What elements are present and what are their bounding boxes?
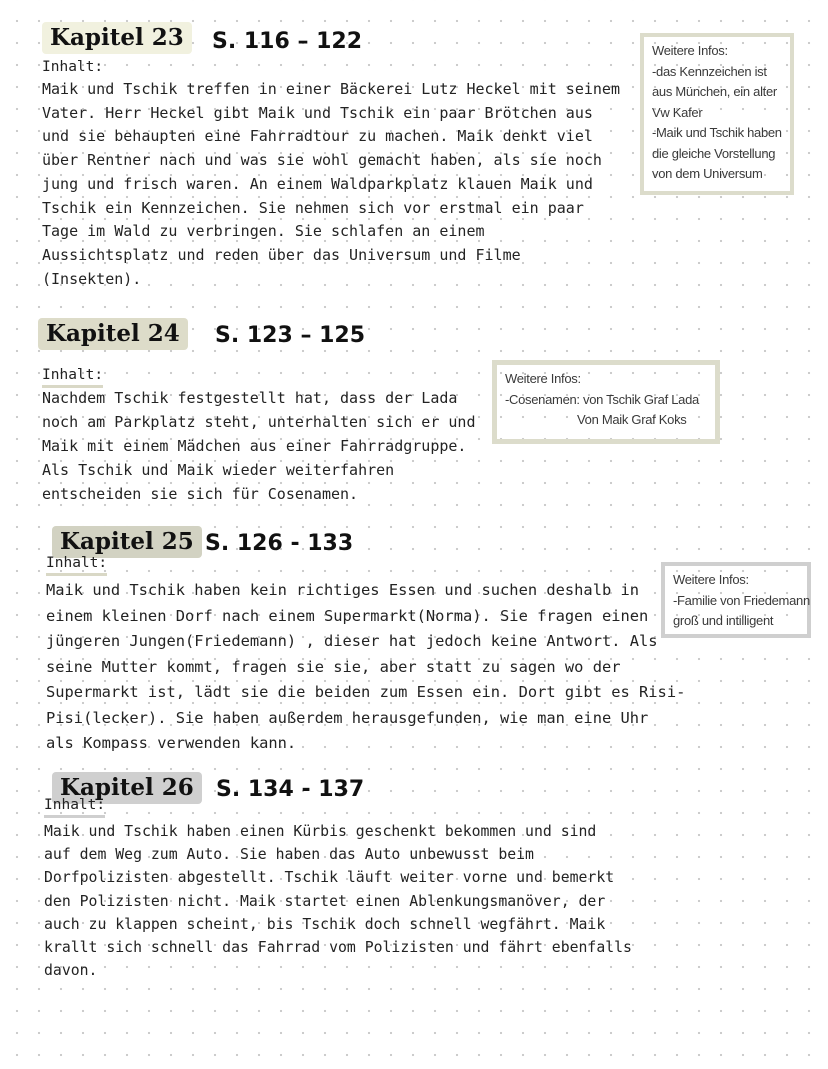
text-line: seine Mutter kommt, fragen sie sie, aber statt zu sagen wo der [46, 657, 621, 676]
chapter-24-text [42, 386, 475, 506]
text-line: Aussichtsplatz und reden über das Universum und Filme [42, 245, 521, 264]
text-line: (Insekten). [42, 269, 142, 288]
text-line: Als Tschik und Maik wieder weiterfahren [42, 461, 395, 479]
chapter-24-pages: S. 123 – 125 [215, 323, 366, 348]
chapter-25-title: Kapitel 25 [52, 526, 202, 558]
note-line: Vw Kafer [652, 104, 703, 120]
note-line: von dem Universum [652, 166, 763, 181]
text-line: Vater. Herr Heckel gibt Maik und Tschik ein paar Brötchen aus [42, 103, 593, 122]
chapter-24-label: Inhalt: [42, 366, 103, 388]
text-line: und sie behaupten eine Fahrradtour zu machen. Maik denkt viel [42, 127, 593, 146]
text-line: Tschik ein Kennzeichen. Sie nehmen sich vor erstmal ein paar [42, 198, 584, 217]
chapter-25-label: Inhalt: [46, 554, 107, 576]
text-line: Pisi(lecker). Sie haben außerdem herausgefunden, wie man eine Uhr [46, 708, 649, 727]
note-line: die gleiche Vorstellung [652, 145, 776, 161]
note-line: aus München, ein alter [652, 84, 777, 99]
chapter-24-note [492, 360, 720, 444]
note-line: Von Maik Graf Koks [577, 412, 687, 427]
chapter-23-note [640, 33, 794, 195]
text-line: auch zu klappen scheint, bis Tschik doch schnell wegfährt. Maik [44, 915, 606, 933]
chapter-26-title: Kapitel 26 [52, 772, 202, 804]
chapter-26-text [44, 820, 632, 982]
text-line: Maik und Tschik haben kein richtiges Essen und suchen deshalb in [46, 581, 640, 599]
chapter-24-title: Kapitel 24 [38, 318, 188, 350]
text-line: krallt sich schnell das Fahrrad vom Polizisten und fährt ebenfalls [44, 939, 632, 957]
text-line: als Kompass verwenden kann. [46, 734, 297, 752]
chapter-26-label: Inhalt: [44, 796, 105, 818]
chapter-23-pages: S. 116 – 122 [212, 29, 363, 54]
note-heading: Weitere Infos: [505, 371, 581, 386]
chapter-26-pages: S. 134 - 137 [216, 777, 365, 802]
chapter-23-label: Inhalt: [42, 59, 104, 75]
text-line: Maik und Tschik treffen in einer Bäckerei Lutz Heckel mit seinem [42, 80, 620, 98]
chapter-23-title: Kapitel 23 [42, 22, 192, 54]
text-line: entscheiden sie sich für Cosenamen. [42, 485, 359, 503]
note-line: -Maik und Tschik haben [652, 125, 782, 140]
text-line: Nachdem Tschik festgestellt hat, dass der Lada [42, 389, 458, 407]
text-line: Maik und Tschik haben einen Kürbis geschenkt bekommen und sind [44, 823, 597, 840]
text-line: über Rentner nach und was sie wohl gemacht haben, als sie noch [42, 151, 602, 170]
text-line: Dorfpolizisten abgestellt. Tschik läuft weiter vorne und bemerkt [44, 869, 615, 887]
chapter-25-text [46, 578, 685, 757]
text-line: jung und frisch waren. An einem Waldparkplatz klauen Maik und [42, 174, 593, 193]
text-line: noch am Parkplatz steht, unterhalten sich er und [42, 413, 476, 431]
note-line: -das Kennzeichen ist [652, 63, 767, 79]
note-line: groß und intilligent [673, 613, 774, 628]
note-line: -Familie von Friedemann [673, 592, 810, 608]
text-line: Supermarkt ist, lädt sie die beiden zum Essen ein. Dort gibt es Risi- [46, 683, 686, 701]
text-line: davon. [44, 962, 98, 980]
note-heading: Weitere Infos: [652, 43, 728, 58]
text-line: Maik mit einem Mädchen aus einer Fahrradgruppe. [42, 437, 467, 455]
note-heading: Weitere Infos: [673, 572, 749, 587]
text-line: einem kleinen Dorf nach einem Supermarkt(Norma). Sie fragen einen [46, 606, 649, 625]
text-line: jüngeren Jungen(Friedemann) , dieser hat jedoch keine Antwort. Als [46, 632, 658, 650]
text-line: den Polizisten nicht. Maik startet einen Ablenkungsmanöver, der [44, 892, 606, 910]
chapter-25-note [661, 562, 811, 638]
chapter-25-pages: S. 126 - 133 [205, 531, 354, 556]
note-line: -Cosenamen: von Tschik Graf Lada [505, 391, 699, 407]
text-line: auf dem Weg zum Auto. Sie haben das Auto unbewusst beim [44, 846, 534, 864]
text-line: Tage im Wald zu verbringen. Sie schlafen an einem [42, 222, 485, 241]
chapter-23-text [42, 78, 620, 291]
